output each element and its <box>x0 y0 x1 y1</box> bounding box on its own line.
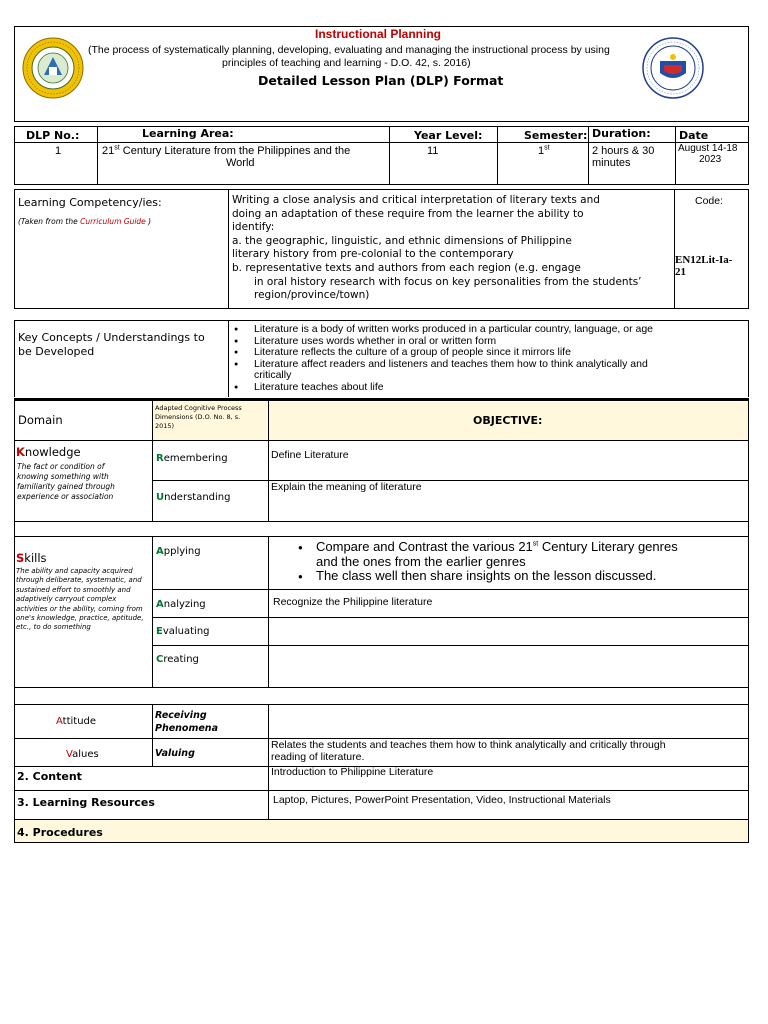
valuing-label: Valuing <box>155 748 195 759</box>
cognitive-dimensions-line-3: 2015) <box>155 422 175 430</box>
content-label: 2. Content <box>17 770 82 783</box>
list-item: ● Literature is a body of written works produced in a particular country, language, or age <box>254 324 768 336</box>
values-label: Values <box>66 749 99 760</box>
domain-header-label: Domain <box>18 413 63 427</box>
analyzing-objective: Recognize the Philippine literature <box>273 596 433 608</box>
learning-area-label: Learning Area: <box>142 127 234 140</box>
remembering-label: Remembering <box>156 453 228 464</box>
learning-area-value-line-2: World <box>226 157 255 169</box>
receiving-phenomena-line-2: Phenomena <box>155 723 218 734</box>
instructional-planning-title: Instructional Planning <box>315 27 442 41</box>
code-value-line-2: 21 <box>675 266 686 278</box>
competency-label: Learning Competency/ies: <box>18 196 162 209</box>
evaluating-label: Evaluating <box>156 626 210 637</box>
list-item: ● The class well then share insights on the lesson discussed. <box>316 569 768 584</box>
dlp-no-value: 1 <box>55 145 62 157</box>
values-objective-line-2: reading of literature. <box>271 751 365 763</box>
understanding-label: Understanding <box>156 492 231 503</box>
applying-objectives <box>290 540 768 584</box>
skills-label: Skills <box>16 551 47 565</box>
duration-value-line-1: 2 hours & 30 <box>592 145 655 157</box>
procedures-label: 4. Procedures <box>17 826 103 839</box>
remembering-objective: Define Literature <box>271 449 349 461</box>
cognitive-dimensions-line-1: Adapted Cognitive Process <box>155 404 242 412</box>
creating-label: Creating <box>156 654 199 665</box>
content-value: Introduction to Philippine Literature <box>271 766 434 778</box>
code-label: Code: <box>695 195 724 207</box>
year-level-value: 11 <box>427 145 439 157</box>
code-value-line-1: EN12Lit-Ia- <box>675 254 733 266</box>
description-line-1: (The process of systematically planning, developing, evaluating and managing the instructional process by using <box>88 44 610 56</box>
list-item: ● Literature affect readers and listeners and teaches them how to think analytically and <box>254 359 768 371</box>
competency-text: Writing a close analysis and critical interpretation of literary texts and doing an adaptation of these require from the learner the ability to identify: a. the geographic, linguistic, and ethnic dimensions of Philippine literary history from pre-colonial to the contemporary b. representative texts and authors from each region (e.g. engage in oral history research with focus on key personalities from the students’ region/province/town) <box>232 194 642 302</box>
duration-value-line-2: minutes <box>592 157 631 169</box>
understanding-objective: Explain the meaning of literature <box>271 481 422 493</box>
dlp-format-title: Detailed Lesson Plan (DLP) Format <box>258 73 504 88</box>
dlp-no-label: DLP No.: <box>26 129 80 142</box>
semester-value: 1st <box>538 144 550 157</box>
list-item: ● Literature teaches about life <box>254 382 768 394</box>
list-item: ● Compare and Contrast the various 21st Century Literary genres and the ones from the earlier genres <box>316 540 768 569</box>
skills-description: The ability and capacity acquired through deliberate, systematic, and sustained effort to smoothly and adaptively carryout complex activities or the ability, coming from one's knowledge, practice, aptitude, etc., to do something <box>16 567 144 632</box>
learning-resources-value: Laptop, Pictures, PowerPoint Presentation, Video, Instructional Materials <box>273 794 611 806</box>
key-concepts-label-line-2: be Developed <box>18 345 95 358</box>
year-level-label: Year Level: <box>414 129 483 142</box>
school-seal-icon <box>22 37 84 99</box>
knowledge-description: The fact or condition of knowing something with familiarity gained through experience or association <box>17 462 115 501</box>
date-label: Date <box>679 129 709 142</box>
date-value-line-1: August 14-18 <box>678 143 738 154</box>
key-concepts-label-line-1: Key Concepts / Understandings to <box>18 331 205 344</box>
receiving-phenomena-line-1: Receiving <box>155 710 207 721</box>
competency-source: (Taken from the Curriculum Guide ) <box>18 217 152 226</box>
analyzing-label: Analyzing <box>156 599 206 610</box>
knowledge-label: Knowledge <box>16 445 81 459</box>
values-objective-line-1: Relates the students and teaches them how to think analytically and critically through <box>271 739 666 751</box>
semester-label: Semester: <box>524 129 588 142</box>
list-item: ● Literature uses words whether in oral or written form <box>254 336 768 348</box>
objective-header: OBJECTIVE: <box>473 414 543 427</box>
list-item: ● Literature reflects the culture of a group of people since it mirrors life <box>254 347 768 359</box>
duration-label: Duration: <box>592 127 651 140</box>
key-concepts-list <box>232 324 768 393</box>
learning-resources-label: 3. Learning Resources <box>17 796 155 809</box>
date-value-line-2: 2023 <box>699 154 722 165</box>
description-line-2: principles of teaching and learning - D.O. 42, s. 2016) <box>222 57 471 69</box>
deped-seal-icon <box>642 37 704 99</box>
learning-area-value-line-1: 21st Century Literature from the Philippines and the <box>102 144 351 157</box>
applying-label: Applying <box>156 546 201 557</box>
cognitive-dimensions-line-2: Dimensions (D.O. No. 8, s. <box>155 413 241 421</box>
attitude-label: Attitude <box>56 716 97 727</box>
list-item: critically <box>254 369 292 381</box>
